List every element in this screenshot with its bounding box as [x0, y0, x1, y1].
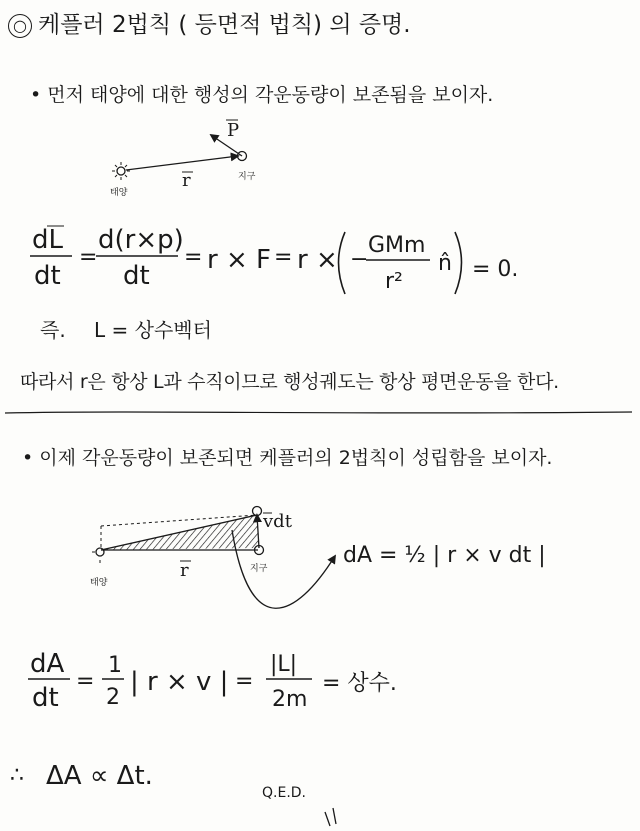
r-vector-label-2: r	[180, 560, 189, 581]
eq2-half-num: 1	[108, 653, 122, 678]
eq1-result: = 0.	[472, 257, 519, 282]
sun-icon	[112, 162, 130, 180]
sun-label: 태양	[110, 188, 128, 198]
eq2-result: = 상수.	[322, 671, 397, 696]
section2-intro: • 이제 각운동량이 보존되면 케플러의 2법칙이 성립함을 보이자.	[22, 447, 553, 469]
eq2-cross: | r × v |	[130, 667, 229, 697]
section1-statement: 따라서 r은 항상 L과 수직이므로 행성궤도는 항상 평면운동을 한다.	[20, 371, 559, 393]
area-element-equation: dA = ½ | r × v dt |	[343, 543, 546, 568]
eq1-lhs-num: dL	[32, 225, 63, 255]
eq1-r-cross-f: r × F	[207, 245, 271, 275]
eq1-equals-3: =	[274, 245, 293, 270]
therefore-symbol: ∴	[10, 763, 24, 788]
section-divider	[5, 412, 632, 413]
sun-label-2: 태양	[90, 578, 108, 588]
eq1-mid-den: dt	[123, 261, 150, 291]
earth-label-2: 지구	[250, 564, 268, 574]
equation-dL-dt	[30, 225, 518, 294]
section1-intro: • 먼저 태양에 대한 행성의 각운동량이 보존됨을 보이자.	[30, 84, 494, 106]
diagram-area-sweep	[90, 507, 546, 609]
conclusion-text: L = 상수벡터	[94, 318, 212, 342]
earth-label: 지구	[238, 172, 256, 182]
eq1-gmm: GMm	[368, 233, 426, 258]
eq2-l-den: 2m	[272, 687, 308, 712]
qed-tick-icon	[325, 808, 336, 826]
equation-dA-dt	[28, 649, 397, 713]
vdt-label: vdt	[263, 511, 292, 532]
conclusion-line	[40, 314, 212, 343]
p-vector-label: P	[227, 120, 240, 141]
eq2-half-den: 2	[106, 685, 120, 710]
final-proportion: ΔA ∝ Δt.	[46, 761, 153, 791]
title-text: 케플러 2법칙 ( 등면적 법칙) 의 증명.	[38, 12, 411, 38]
eq2-equals-1: =	[76, 669, 95, 694]
eq1-equals-1: =	[79, 245, 98, 270]
eq1-lhs-den: dt	[34, 261, 61, 291]
earth-next-position-icon	[253, 507, 262, 516]
eq1-minus: −	[350, 247, 369, 272]
eq1-r-cross: r ×	[297, 245, 338, 275]
conclusion-prefix: 즉.	[40, 318, 66, 342]
eq2-lhs-den: dt	[32, 683, 59, 713]
eq2-l-num: |L|	[270, 652, 298, 677]
circle-marker: ○	[8, 14, 32, 38]
eq2-lhs-num: dA	[30, 649, 65, 679]
eq1-equals-2: =	[184, 245, 203, 270]
r-vector-arrow	[126, 156, 238, 170]
qed-mark: Q.E.D.	[262, 785, 306, 801]
r-vector-label: r	[182, 170, 191, 191]
eq2-equals-2: =	[235, 669, 254, 694]
eq1-n-hat: n̂	[438, 251, 452, 276]
eq1-r-squared: r²	[385, 269, 403, 294]
eq1-mid-num: d(r×p)	[98, 225, 184, 255]
